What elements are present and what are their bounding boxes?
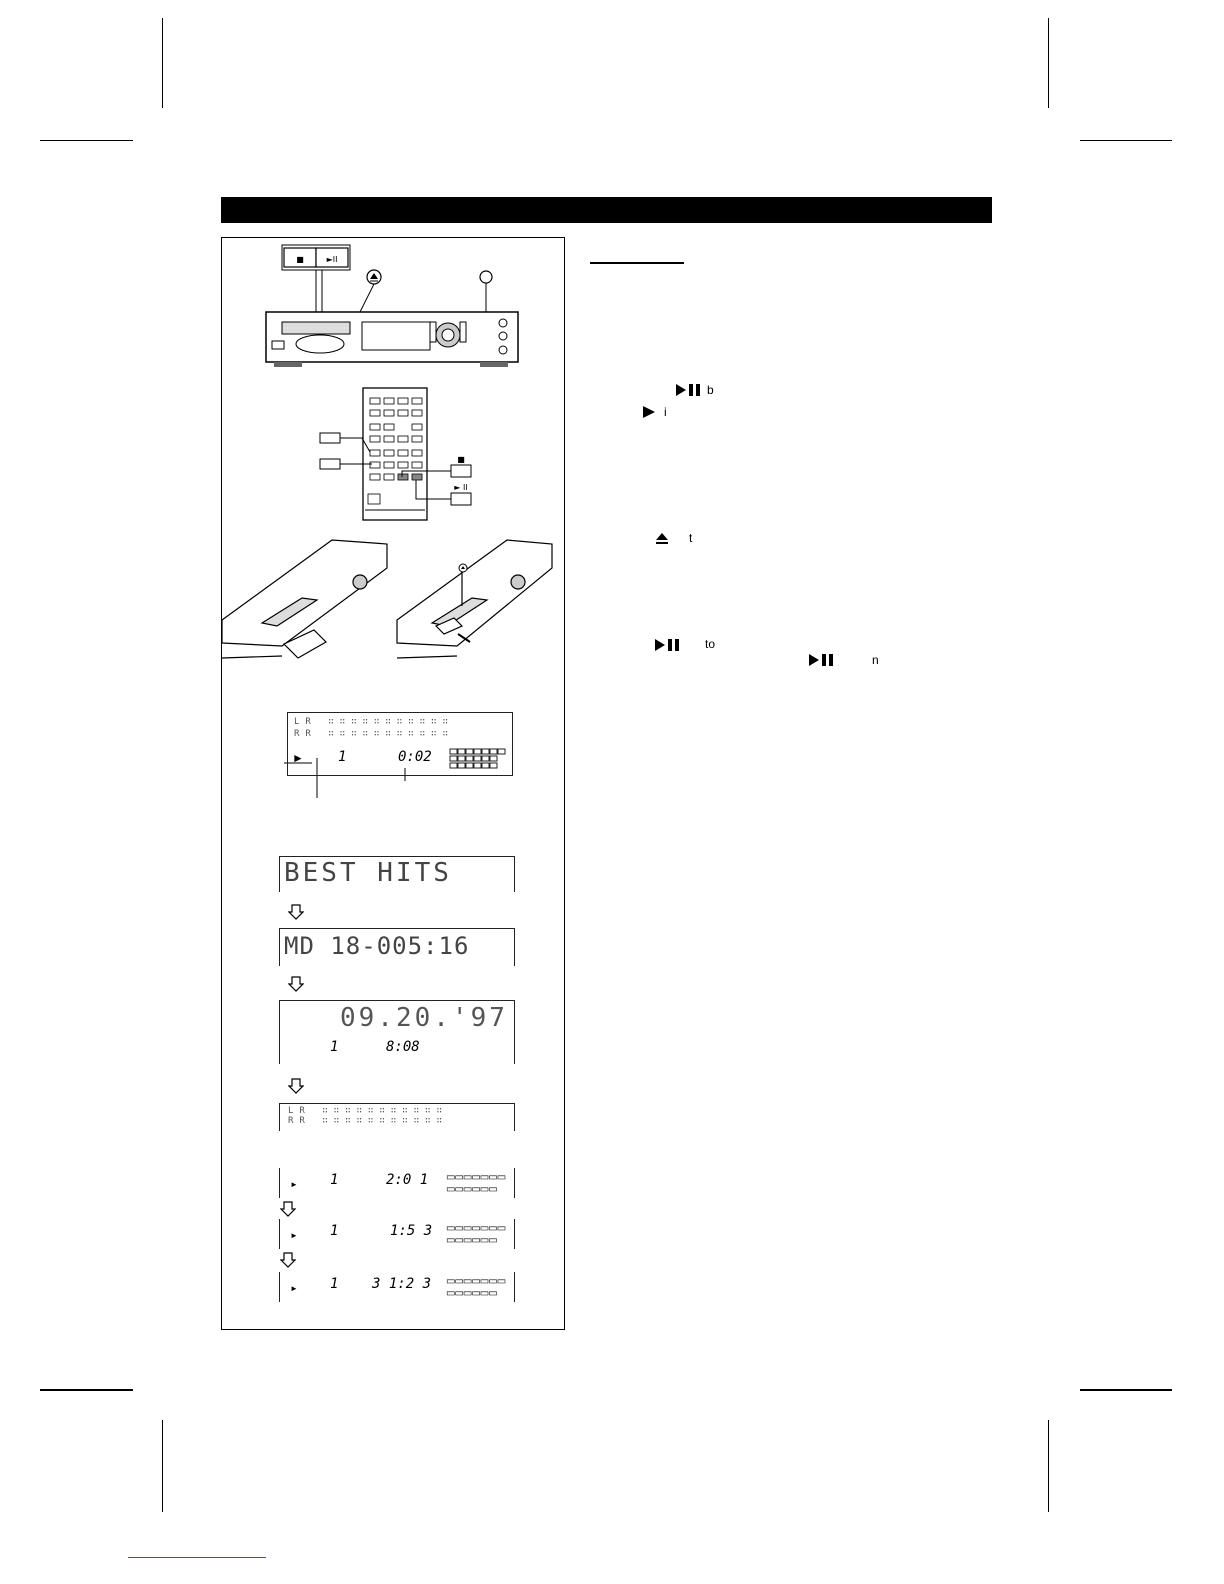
remote-callout-left-2 [320,459,340,469]
heading-underline [590,262,684,264]
deck-play-label: ►II [326,255,338,264]
remote-stop-callout [451,465,471,477]
time-display-3 [279,1272,515,1302]
power-button-callout [480,271,492,283]
time-1-value: 2:0 1 [386,1172,429,1188]
title-display-2 [279,928,515,966]
title-display-1 [279,856,515,892]
disc-eject-illustration [397,540,552,658]
deck-stop-label: ■ [296,255,304,264]
time-1-track: 1 [330,1172,339,1188]
step1-suffix-2: i [664,405,667,419]
date-display [279,1000,515,1064]
date-text: 09.20.'97 [340,1003,508,1033]
eject-icon [655,532,669,550]
date-time: 8:08 [386,1039,420,1055]
time-2-meter: ▭▭▭▭▭▭▭ ▭▭▭▭▭▭ [446,1223,506,1246]
crop-mark [162,1420,163,1512]
crop-mark [40,1389,133,1391]
step1-suffix-1: b [707,383,714,397]
crop-mark [40,140,133,141]
title-display-2-text: MD 18-005:16 [284,932,470,960]
footer-rule [128,1557,266,1558]
play-pause-icon [655,638,681,656]
time-3-meter: ▭▭▭▭▭▭▭ ▭▭▭▭▭▭ [446,1276,506,1299]
counter-time: 0:02 [398,749,432,765]
title-display-1-text: BEST HITS [284,858,452,888]
step-play-suffix: to [705,637,716,651]
down-arrow-icon [288,904,304,925]
play-icon: ► [290,1231,298,1240]
time-3-track: 1 [330,1276,339,1292]
play-icon: ► [290,1180,298,1189]
play-pause-icon [809,653,835,671]
counter-track: 1 [338,749,347,765]
crop-mark [162,18,163,108]
down-arrow-icon [288,1078,304,1099]
crop-mark [1080,140,1172,141]
step-play-suffix-2: n [872,653,879,667]
section-header-bar [221,197,992,223]
play-pause-icon [676,383,702,401]
down-arrow-icon [288,976,304,997]
time-display-1 [279,1168,515,1198]
remote-stop-label: ■ [457,455,465,464]
remote-callout-left-1 [320,433,340,443]
figure-panel [221,237,565,1330]
counter-display: LR ∷∷∷∷∷∷∷∷∷∷∷ RR ∷∷∷∷∷∷∷∷∷∷∷ ► 1 0:02 [287,712,513,776]
play-icon: ► [290,1284,298,1293]
time-1-meter: ▭▭▭▭▭▭▭ ▭▭▭▭▭▭ [446,1172,506,1195]
play-icon [643,405,657,423]
disc-insert-illustration [222,540,387,658]
step-eject-suffix: t [689,531,693,545]
time-2-value: 1:5 3 [390,1223,433,1239]
remote-play-label: ► II [454,483,468,492]
crop-mark [1048,1420,1049,1512]
remote-play-callout [451,493,471,505]
time-display-2 [279,1219,515,1249]
down-arrow-icon [280,1252,296,1273]
deck-illustration [222,238,563,1328]
play-icon: ► [292,751,304,765]
date-track: 1 [330,1039,339,1055]
level-meter [448,747,508,769]
level-display: LR ∷∷∷∷∷∷∷∷∷∷∷ RR ∷∷∷∷∷∷∷∷∷∷∷ [279,1103,515,1131]
time-2-track: 1 [330,1223,339,1239]
crop-mark [1048,18,1049,108]
time-3-value: 3 1:2 3 [372,1276,432,1292]
crop-mark [1080,1389,1172,1391]
